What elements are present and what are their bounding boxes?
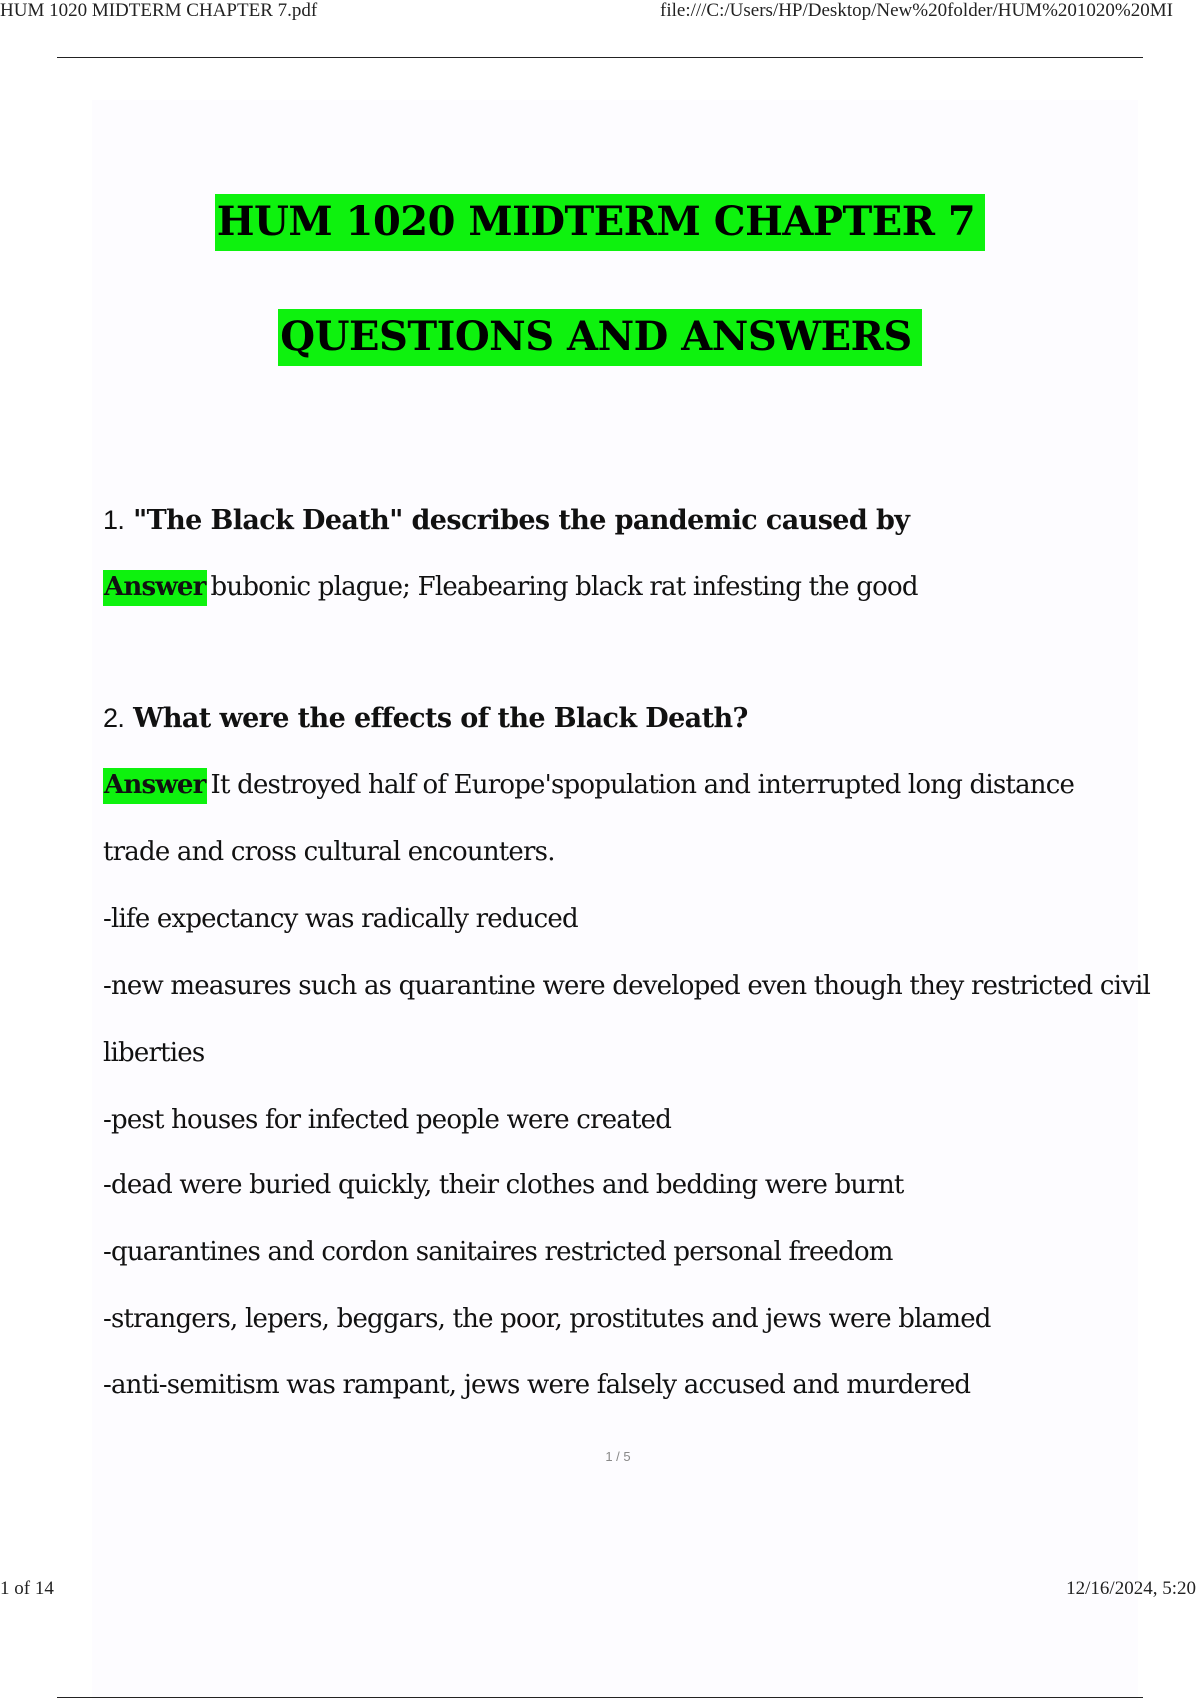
page-indicator: 1 / 5 bbox=[605, 1449, 631, 1464]
answer-2-line-2: trade and cross cultural encounters. bbox=[103, 837, 555, 867]
answer-text: bubonic plague; Fleabearing black rat infesting the good bbox=[210, 572, 918, 602]
document-title-line1: HUM 1020 MIDTERM CHAPTER 7 bbox=[215, 194, 986, 251]
question-2 bbox=[103, 703, 748, 734]
answer-2-line-8: -quarantines and cordon sanitaires restricted personal freedom bbox=[103, 1237, 893, 1267]
answer-2-line-7: -dead were buried quickly, their clothes and bedding were burnt bbox=[103, 1170, 904, 1200]
answer-2-line-4: -new measures such as quarantine were developed even though they restricted civil bbox=[103, 971, 1151, 1001]
answer-1-line-1 bbox=[103, 572, 918, 602]
header-divider bbox=[57, 57, 1143, 58]
answer-2-line-5: liberties bbox=[103, 1038, 205, 1068]
answer-2-line-9: -strangers, lepers, beggars, the poor, prostitutes and jews were blamed bbox=[103, 1304, 991, 1334]
answer-label: Answer bbox=[103, 768, 207, 804]
answer-2-line-10: -anti-semitism was rampant, jews were falsely accused and murdered bbox=[103, 1370, 971, 1400]
question-text: "The Black Death" describes the pandemic caused by bbox=[133, 505, 910, 536]
document-title bbox=[0, 198, 1200, 245]
print-header-url: file:///C:/Users/HP/Desktop/New%20folder/HUM%201020%20MI bbox=[660, 0, 1173, 21]
question-number: 2. bbox=[103, 703, 125, 733]
question-text: What were the effects of the Black Death? bbox=[133, 703, 748, 734]
document-subtitle bbox=[0, 313, 1200, 360]
footer-divider bbox=[57, 1697, 1143, 1698]
print-footer-page-count: 1 of 14 bbox=[0, 1578, 54, 1599]
print-footer-timestamp: 12/16/2024, 5:20 bbox=[1066, 1578, 1196, 1599]
answer-2-line-6: -pest houses for infected people were created bbox=[103, 1105, 672, 1135]
answer-2-line-1 bbox=[103, 770, 1074, 800]
answer-2-line-3: -life expectancy was radically reduced bbox=[103, 904, 578, 934]
document-title-line2: QUESTIONS AND ANSWERS bbox=[278, 309, 922, 366]
question-1 bbox=[103, 505, 909, 536]
answer-label: Answer bbox=[103, 570, 207, 606]
answer-text: It destroyed half of Europe'spopulation and interrupted long distance bbox=[210, 770, 1075, 800]
print-header-filename: HUM 1020 MIDTERM CHAPTER 7.pdf bbox=[0, 0, 318, 21]
question-number: 1. bbox=[103, 505, 125, 535]
